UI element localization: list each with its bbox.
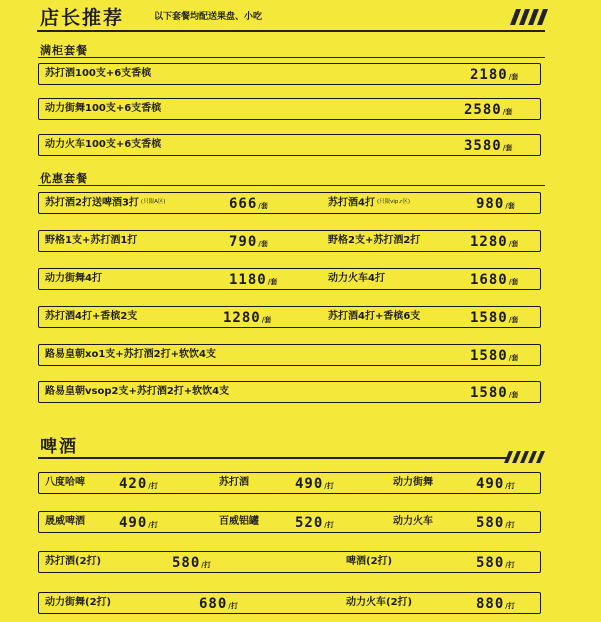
item-price-group	[470, 269, 518, 288]
item-price-group	[470, 307, 518, 326]
header	[0, 0, 601, 30]
item-price-group	[476, 193, 515, 212]
item-price-group	[229, 193, 268, 212]
item-price: 580	[476, 555, 505, 571]
menu-row	[38, 192, 541, 214]
item-name: 路易皇朝xo1支+苏打酒2打+软饮4支	[45, 349, 216, 360]
item-name: 动力火车4打	[328, 273, 385, 284]
item-name: 苏打酒4打+香槟2支	[45, 311, 138, 322]
item-unit: /打	[148, 482, 158, 490]
item-price-group	[476, 512, 515, 531]
menu-row	[38, 98, 541, 120]
item-price-group	[119, 473, 158, 492]
item-unit: /打	[505, 561, 515, 569]
item-price: 490	[476, 476, 505, 492]
item-price-group	[295, 473, 334, 492]
item-name: 苏打酒4打 (只限vip.r区)	[328, 197, 411, 209]
menu-row	[38, 230, 541, 252]
item-price-group	[464, 99, 512, 118]
menu-row	[38, 381, 541, 403]
item-price: 580	[476, 515, 505, 531]
item-name: 动力街舞100支+6支香槟	[45, 103, 162, 114]
item-name: 动力街舞(2打)	[45, 597, 112, 608]
section-title-full-cabinet: 满柜套餐	[40, 44, 88, 57]
item-price: 1280	[223, 310, 261, 326]
page-subtitle: 以下套餐均配送果盘、小吃	[154, 12, 263, 22]
menu-row	[38, 134, 541, 156]
item-unit: /套	[502, 108, 513, 116]
item-price: 420	[119, 476, 148, 492]
item-price-group	[470, 382, 518, 401]
item-price: 3580	[464, 138, 502, 154]
item-price: 1680	[470, 272, 508, 288]
item-name: 苏打酒4打+香槟6支	[328, 311, 421, 322]
section-divider	[38, 57, 545, 58]
item-unit: /套	[261, 316, 272, 324]
item-price-group	[229, 269, 277, 288]
item-price: 1580	[470, 348, 508, 364]
menu-row	[38, 472, 541, 494]
item-name: 动力街舞	[393, 477, 433, 488]
item-price: 790	[229, 234, 258, 250]
item-price-group	[470, 345, 518, 364]
menu-row	[38, 511, 541, 533]
item-price: 490	[119, 515, 148, 531]
item-unit: /套	[258, 240, 268, 248]
item-price-group	[470, 64, 518, 83]
item-price: 880	[476, 596, 505, 612]
item-unit: /打	[505, 482, 515, 490]
item-unit: /套	[508, 240, 519, 248]
menu-row	[38, 592, 541, 614]
item-unit: /打	[324, 521, 334, 529]
item-unit: /打	[228, 602, 238, 610]
item-name: 野格2支+苏打酒2打	[328, 235, 421, 246]
section-divider	[38, 185, 545, 186]
item-name: 路易皇朝vsop2支+苏打酒2打+软饮4支	[45, 386, 230, 397]
item-price-group	[295, 512, 334, 531]
item-unit: /套	[508, 278, 519, 286]
item-price-group	[476, 552, 515, 571]
page-title: 店长推荐	[40, 7, 125, 29]
menu-row	[38, 344, 541, 366]
item-unit: /打	[505, 602, 515, 610]
menu-row	[38, 306, 541, 328]
item-name: 苏打酒2打送啤酒3打 (只限A区)	[45, 197, 166, 209]
slash-decoration-icon	[506, 9, 548, 25]
item-name: 动力火车100支+6支香槟	[45, 139, 162, 150]
item-name: 八度哈啤	[45, 477, 85, 488]
section-title-beer: 啤酒	[40, 437, 78, 457]
item-price: 1580	[470, 385, 508, 401]
item-name: 动力火车	[393, 516, 433, 527]
item-price-group	[199, 593, 238, 612]
item-price-group	[119, 512, 158, 531]
section-divider	[38, 457, 508, 459]
item-name: 百威铝罐	[219, 516, 259, 527]
item-name: 晟威啤酒	[45, 516, 85, 527]
item-unit: /套	[508, 73, 519, 81]
item-name: 啤酒(2打)	[346, 556, 393, 567]
item-price-group	[229, 231, 268, 250]
item-note: (只限A区)	[140, 199, 166, 205]
item-unit: /套	[508, 354, 519, 362]
item-unit: /套	[508, 316, 519, 324]
item-unit: /套	[258, 202, 268, 210]
item-name: 苏打酒	[219, 477, 249, 488]
item-price: 1580	[470, 310, 508, 326]
item-price-group	[223, 307, 271, 326]
item-price-group	[476, 593, 515, 612]
item-unit: /套	[502, 144, 513, 152]
menu-row	[38, 268, 541, 290]
item-price-group	[172, 552, 211, 571]
item-unit: /套	[508, 391, 519, 399]
item-name: 动力街舞4打	[45, 273, 102, 284]
item-note: (只限vip.r区)	[376, 199, 411, 205]
item-price: 2180	[470, 67, 508, 83]
item-price-group	[476, 473, 515, 492]
menu-row	[38, 63, 541, 85]
item-unit: /套	[267, 278, 278, 286]
slash-decoration-icon	[478, 449, 548, 463]
item-name: 苏打酒100支+6支香槟	[45, 68, 152, 79]
item-price: 2580	[464, 102, 502, 118]
item-price: 680	[199, 596, 228, 612]
header-divider	[37, 30, 545, 32]
item-name: 苏打酒(2打)	[45, 556, 102, 567]
menu-row	[38, 551, 541, 573]
item-unit: /打	[148, 521, 158, 529]
item-price: 520	[295, 515, 324, 531]
item-price: 1180	[229, 272, 267, 288]
item-unit: /打	[324, 482, 334, 490]
item-unit: /打	[505, 521, 515, 529]
item-price: 490	[295, 476, 324, 492]
item-price: 666	[229, 196, 258, 212]
item-price-group	[464, 135, 512, 154]
section-title-discount: 优惠套餐	[40, 172, 88, 185]
item-name: 动力火车(2打)	[346, 597, 413, 608]
item-price-group	[470, 231, 518, 250]
item-price: 1280	[470, 234, 508, 250]
item-price: 980	[476, 196, 505, 212]
item-name: 野格1支+苏打酒1打	[45, 235, 138, 246]
item-unit: /套	[505, 202, 515, 210]
item-unit: /打	[201, 561, 211, 569]
item-price: 580	[172, 555, 201, 571]
